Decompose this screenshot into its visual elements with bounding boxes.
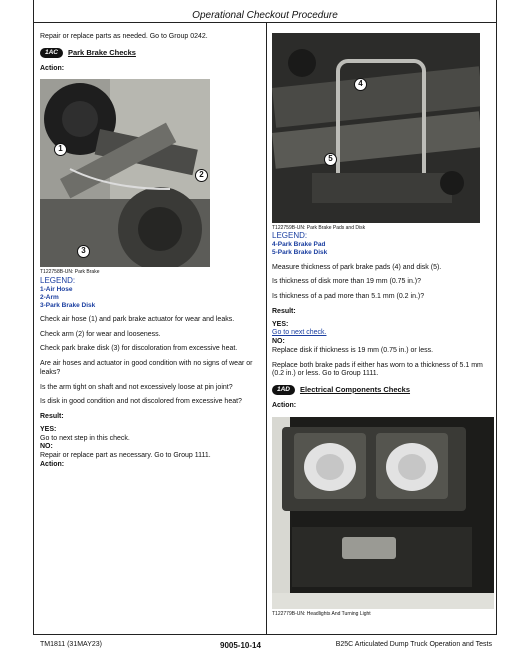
step-text: Check arm (2) for wear and looseness. bbox=[40, 330, 161, 338]
headlights-illustration bbox=[272, 417, 494, 609]
question-text: Is thickness of disk more than 19 mm (0.75 in.)? bbox=[272, 278, 422, 286]
park-brake-photo bbox=[40, 79, 210, 267]
action-label-2: Action: bbox=[40, 460, 65, 468]
legend-title: LEGEND: bbox=[40, 275, 76, 285]
callout-1: 1 bbox=[54, 143, 67, 156]
legend-item: 2-Arm bbox=[40, 293, 59, 301]
callout-4: 4 bbox=[354, 78, 367, 91]
legend-item: 1-Air Hose bbox=[40, 285, 73, 293]
no-text: Replace both brake pads if either has worn to a thickness of 5.1 mm (0.2 in.) or less. Go to Group 1111. bbox=[272, 361, 483, 378]
right-column bbox=[272, 33, 494, 617]
footer-doc-id: TM1811 (31MAY23) bbox=[40, 641, 102, 648]
figure-caption-headlights: T122779B-UN: Headlights And Turning Light bbox=[272, 610, 371, 617]
headlights-photo bbox=[272, 417, 494, 609]
step-text: Check air hose (1) and park brake actuator for wear and leaks. bbox=[40, 315, 235, 323]
legend-item: 4-Park Brake Pad bbox=[272, 241, 326, 249]
question-text: Is disk in good condition and not discolored from excessive heat? bbox=[40, 398, 242, 406]
left-column bbox=[40, 33, 260, 470]
page-header-title: Operational Checkout Procedure bbox=[192, 10, 338, 21]
result-label: Result: bbox=[40, 413, 64, 421]
step-text: Check park brake disk (3) for discoloration from excessive heat. bbox=[40, 345, 238, 353]
figure-caption-brake-pads: T122759B-UN: Park Brake Pads and Disk bbox=[272, 225, 366, 231]
question-text: Are air hoses and actuator in good condition with no signs of wear or leaks? bbox=[40, 360, 253, 376]
question-text: Is the arm tight on shaft and not excessively loose at pin joint? bbox=[40, 383, 233, 391]
yes-text: Go to next step in this check. bbox=[40, 434, 130, 442]
footer-rule bbox=[33, 634, 497, 635]
yes-label: YES: bbox=[40, 425, 57, 433]
brake-pads-illustration bbox=[272, 33, 480, 223]
section-heading-electrical bbox=[272, 385, 494, 396]
legend-item: 3-Park Brake Disk bbox=[40, 301, 96, 309]
footer-page-number: 9005-10-14 bbox=[220, 641, 261, 650]
go-to-next-check-link[interactable]: Go to next check. bbox=[272, 329, 327, 337]
section-title: Electrical Components Checks bbox=[299, 385, 411, 394]
question-text: Is thickness of a pad more than 5.1 mm (0.2 in.)? bbox=[272, 293, 425, 300]
callout-2: 2 bbox=[195, 169, 208, 182]
column-divider bbox=[266, 23, 267, 634]
no-text: Replace disk if thickness is 19 mm (0.75 in.) or less. bbox=[272, 346, 434, 354]
result-label: Result: bbox=[272, 307, 296, 315]
intro-text: Repair or replace parts as needed. Go to Group 0242. bbox=[40, 33, 208, 40]
no-label: NO: bbox=[272, 338, 285, 345]
callout-5: 5 bbox=[324, 153, 337, 166]
header-rule bbox=[33, 22, 497, 23]
no-label: NO: bbox=[40, 443, 53, 451]
brake-pads-photo bbox=[272, 33, 480, 223]
callout-3: 3 bbox=[77, 245, 90, 258]
section-badge: 1AC bbox=[40, 48, 63, 58]
action-label: Action: bbox=[40, 64, 65, 72]
footer-manual-title: B25C Articulated Dump Truck Operation and Tests bbox=[335, 641, 492, 648]
figure-caption-park-brake: T122758B-UN: Park Brake bbox=[40, 269, 100, 276]
action-label: Action: bbox=[272, 401, 297, 409]
section-badge: 1AD bbox=[272, 385, 295, 395]
yes-label: YES: bbox=[272, 320, 289, 328]
section-title: Park Brake Checks bbox=[67, 47, 136, 57]
step-text: Measure thickness of park brake pads (4) and disk (5). bbox=[272, 263, 442, 271]
no-text: Repair or replace part as necessary. Go to Group 1111. bbox=[40, 452, 211, 460]
legend-item: 5-Park Brake Disk bbox=[272, 249, 328, 257]
legend-title: LEGEND: bbox=[272, 231, 308, 241]
park-brake-illustration bbox=[40, 79, 210, 267]
section-heading-park-brake bbox=[40, 48, 260, 59]
